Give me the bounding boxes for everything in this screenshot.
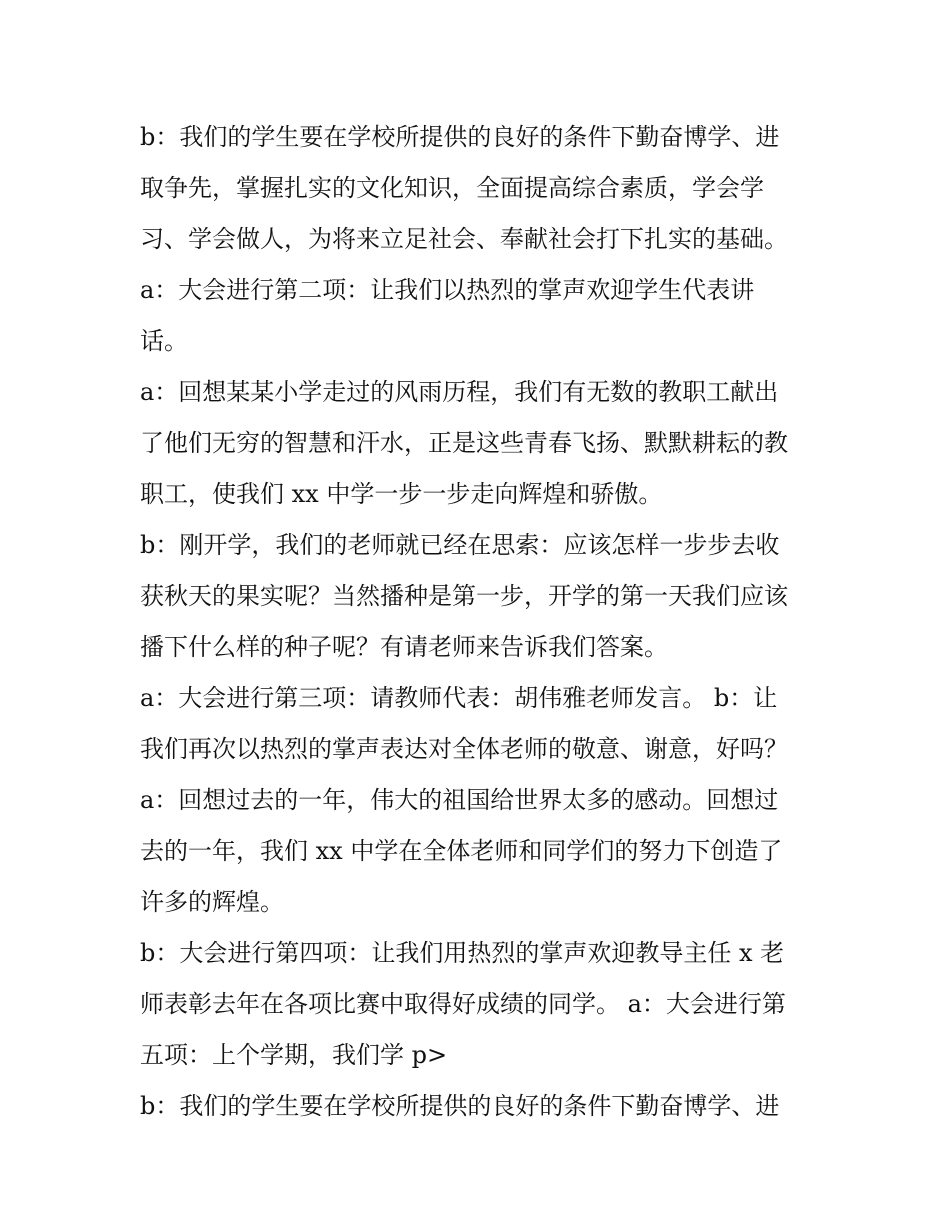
- text-line: 职工，使我们 xx 中学一步一步走向辉煌和骄傲。: [140, 480, 663, 508]
- text-line: a：大会进行第三项：请教师代表：胡伟雅老师发言。 b：让: [140, 684, 778, 712]
- text-line: 播下什么样的种子呢？有请老师来告诉我们答案。: [140, 633, 668, 661]
- text-line: b：我们的学生要在学校所提供的良好的条件下勤奋博学、进: [140, 1092, 780, 1120]
- text-line: 五项：上个学期，我们学 p>: [140, 1041, 448, 1069]
- text-line: 许多的辉煌。: [140, 888, 284, 916]
- text-line: 话。: [140, 327, 188, 355]
- text-line: 取争先，掌握扎实的文化知识，全面提高综合素质，学会学: [140, 174, 764, 202]
- text-line: b：刚开学，我们的老师就已经在思索：应该怎样一步步去收: [140, 531, 780, 559]
- text-line: 去的一年，我们 xx 中学在全体老师和同学们的努力下创造了: [140, 837, 783, 865]
- text-line: a：大会进行第二项：让我们以热烈的掌声欢迎学生代表讲: [140, 276, 755, 304]
- text-line: a：回想某某小学走过的风雨历程，我们有无数的教职工献出: [140, 378, 779, 406]
- text-line: b：大会进行第四项：让我们用热烈的掌声欢迎教导主任 x 老: [140, 939, 785, 967]
- text-line: 获秋天的果实呢？当然播种是第一步，开学的第一天我们应该: [140, 582, 788, 610]
- document-page: [140, 112, 820, 1132]
- text-line: 我们再次以热烈的掌声表达对全体老师的敬意、谢意，好吗？: [140, 735, 788, 763]
- text-line: 习、学会做人，为将来立足社会、奉献社会打下扎实的基础。: [140, 225, 788, 253]
- text-line: a：回想过去的一年，伟大的祖国给世界太多的感动。回想过: [140, 786, 779, 814]
- text-line: 了他们无穷的智慧和汗水，正是这些青春飞扬、默默耕耘的教: [140, 429, 788, 457]
- text-line: 师表彰去年在各项比赛中取得好成绩的同学。 a：大会进行第: [140, 990, 786, 1018]
- text-line: b：我们的学生要在学校所提供的良好的条件下勤奋博学、进: [140, 123, 780, 151]
